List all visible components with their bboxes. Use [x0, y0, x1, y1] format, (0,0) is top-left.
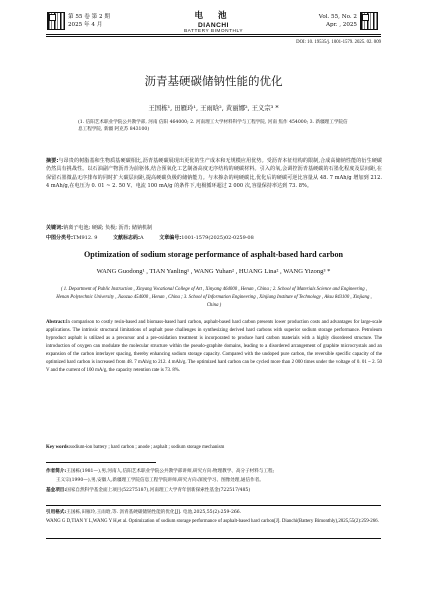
article-number-label: 文章编号:	[159, 235, 182, 241]
title-en: Optimization of sodium storage performance of asphalt-based hard carbon	[84, 250, 343, 259]
citation-cn-text: 王国栋,田雁玲,王雨晗,等. 沥青基硬碳储钠性能的优化[J]. 电池,2025,55(2):259-266.	[66, 510, 242, 515]
journal-masthead	[150, 9, 277, 34]
clc-value: TM912. 9	[73, 235, 98, 241]
journal-subtitle: BATTERY BIMONTHLY	[183, 29, 244, 34]
footnote-divider	[46, 462, 156, 463]
authors-cn: 王国栋¹, 田雁玲¹, 王雨晗², 黄丽娜², 王义宗³ *	[148, 104, 279, 112]
citation-label: 引用格式:	[46, 510, 67, 515]
fund-info	[46, 486, 382, 495]
document-code-label: 文献标志码:	[112, 235, 140, 241]
document-code	[113, 234, 144, 241]
date-en: Apr. , 2025	[325, 22, 357, 28]
volume-en: Vol. 55, No. 2	[318, 14, 357, 20]
header-right	[319, 13, 357, 29]
keywords-cn	[46, 224, 382, 231]
keywords-cn-text: 钠离子电池; 硬碳; 负极; 沥青; 储钠机制	[63, 225, 153, 231]
citation-cn	[46, 509, 382, 518]
article-number	[159, 234, 254, 241]
volume-cn: 第 55 卷 第 2 期	[68, 14, 110, 20]
fund-label: 基金项目:	[46, 487, 67, 493]
citation-divider	[46, 505, 381, 506]
doi: DOI: 10. 19535/j. 1001-1579. 2025. 02. 009	[296, 40, 381, 45]
abstract-cn-label: 摘要:	[46, 158, 59, 164]
affiliations-en: ( 1. Department of Public Instruction , Xinyang Vocational College of Art , Xinyang 464000 , Henan , China ; 2. School of Materials Science and Engineering , Henan Polytechnic University , Jiaozuo 454000 , Henan , China ; 3. School of Information Engineering , Xinjiang Institute of Technology , Aksu 843100 , Xinjiang , China )	[56, 287, 372, 309]
footnotes	[46, 467, 382, 495]
qr-code-icon	[47, 12, 65, 30]
journal-title-en: DIANCHI	[198, 22, 229, 29]
date-cn: 2025 年 4 月	[68, 22, 103, 28]
author-bio-label: 作者简介:	[46, 469, 67, 474]
header-divider	[46, 34, 381, 37]
author-bio-1-text: 王国栋(1981—),男,河南人,信阳艺术职业学院公共教学部讲师,研究方向:物理教学、高分子材料与工程;	[66, 469, 275, 474]
author-bio-2: 王义宗(1990—),男,安徽人,新疆理工学院信息工程学院讲师,研究方向:深度学习、图像处理,通信作者。	[56, 478, 264, 484]
citation-bottom-divider	[46, 538, 381, 539]
keywords-en-label: Key words:	[46, 445, 71, 450]
abstract-en-text: In comparison to costly resin-based and biomass-based hard carbon, asphalt-based hard carbon presents lower production costs and advantages for large-scale applications. The intrinsic structural limitations of asphalt pose challenges in synthesizing derived hard carbons with superior sodium storage performance. Petroleum byproduct asphalt is utilized as a precursor and a pre-oxidation treatment is incorporated to produce hard carbon materials with a highly disordered structure. The introduction of oxygen can modulate the molecular structure within the pseudo-graphite domains, leading to a disordered arrangement of graphite microcrystals and an expansion of the carbon interlayer spacing, thereby enhancing sodium storage capacity. Compared with the undoped pure carbon, the reversible specific capacity of the optimized hard carbon is increased from 48. 7 mAh/g to 212. 4 mAh/g. The optimized hard carbon can be cycled more than 2 000 times under the voltage of 0. 01 ~ 2. 50 V and the current of 100 mA/g, the capacity retention rate is 73. 8%.	[46, 320, 382, 374]
keywords-en	[46, 445, 382, 450]
abstract-en	[46, 319, 382, 375]
clc	[46, 234, 97, 241]
qr-code-icon	[360, 12, 378, 30]
keywords-en-text: sodium-ion battery ; hard carbon ; anode ; asphalt ; sodium storage mechanism	[70, 445, 225, 450]
journal-title-cn: 电 池	[194, 11, 233, 21]
clc-label: 中图分类号:	[46, 235, 74, 241]
title-cn: 沥青基硬碳储钠性能的优化	[144, 74, 283, 88]
abstract-cn	[46, 157, 382, 190]
abstract-en-label: Abstract:	[46, 320, 66, 325]
citation-en: WANG G D,TIAN Y L,WANG Y H,et al. Optimization of sodium storage performance of asphalt-based hard carbon[J]. Dianchi(Battery Bimonthly),2025,55(2):259-266.	[46, 518, 379, 524]
classification-row	[46, 234, 382, 241]
affiliations-cn: (1. 信阳艺术职业学院公共教学部, 河南 信阳 464000; 2. 河南理工大学材料科学与工程学院, 河南 焦作 454000; 3. 新疆理工学院信息工程学院, 新疆 阿克苏 843100)	[78, 120, 348, 133]
keywords-cn-label: 关键词:	[46, 225, 64, 231]
author-bio-1	[46, 467, 382, 476]
fund-text: 国家自然科学基金面上项目(52275187),河南理工大学青年创新探索性基金(722517/485)	[66, 487, 251, 493]
citation	[46, 509, 382, 527]
article-number-value: 1001-1579(2025)02-0259-08	[181, 235, 254, 241]
header-left	[68, 13, 110, 29]
authors-en: WANG Guodong¹ , TIAN Yanling¹ , WANG Yuhan² , HUANG Lina² , WANG Yizong³ *	[96, 268, 331, 275]
document-code-value: A	[139, 235, 144, 241]
abstract-cn-text: 与昂贵的树脂基和生物质基硬碳相比,沥青基硬碳展现出更优的生产成本和无规模应用优势。受沥青本征结构的限制,合成高储钠性能的衍生硬碳仍然具有挑战性。以石油副产物沥青为前驱体,结合预氧化工艺制备高度无序结构的硬碳材料。引入的氧,会调控沥青基硬碳的石墨化程度及层间距,在保留石墨微晶无序排布的同时扩大碳层间距,提高硬碳负极的储钠能力。与未掺杂的纯硬碳比,优化后的硬碳可逆比容量从 48. 7 mAh/g 增加到 212. 4 mAh/g,在电压为 0. 01 ~ 2. 50 V、电流 100 mA/g 的条件下,电极循环超过 2 000 次,容量保持率达到 73. 8%。	[46, 158, 383, 189]
